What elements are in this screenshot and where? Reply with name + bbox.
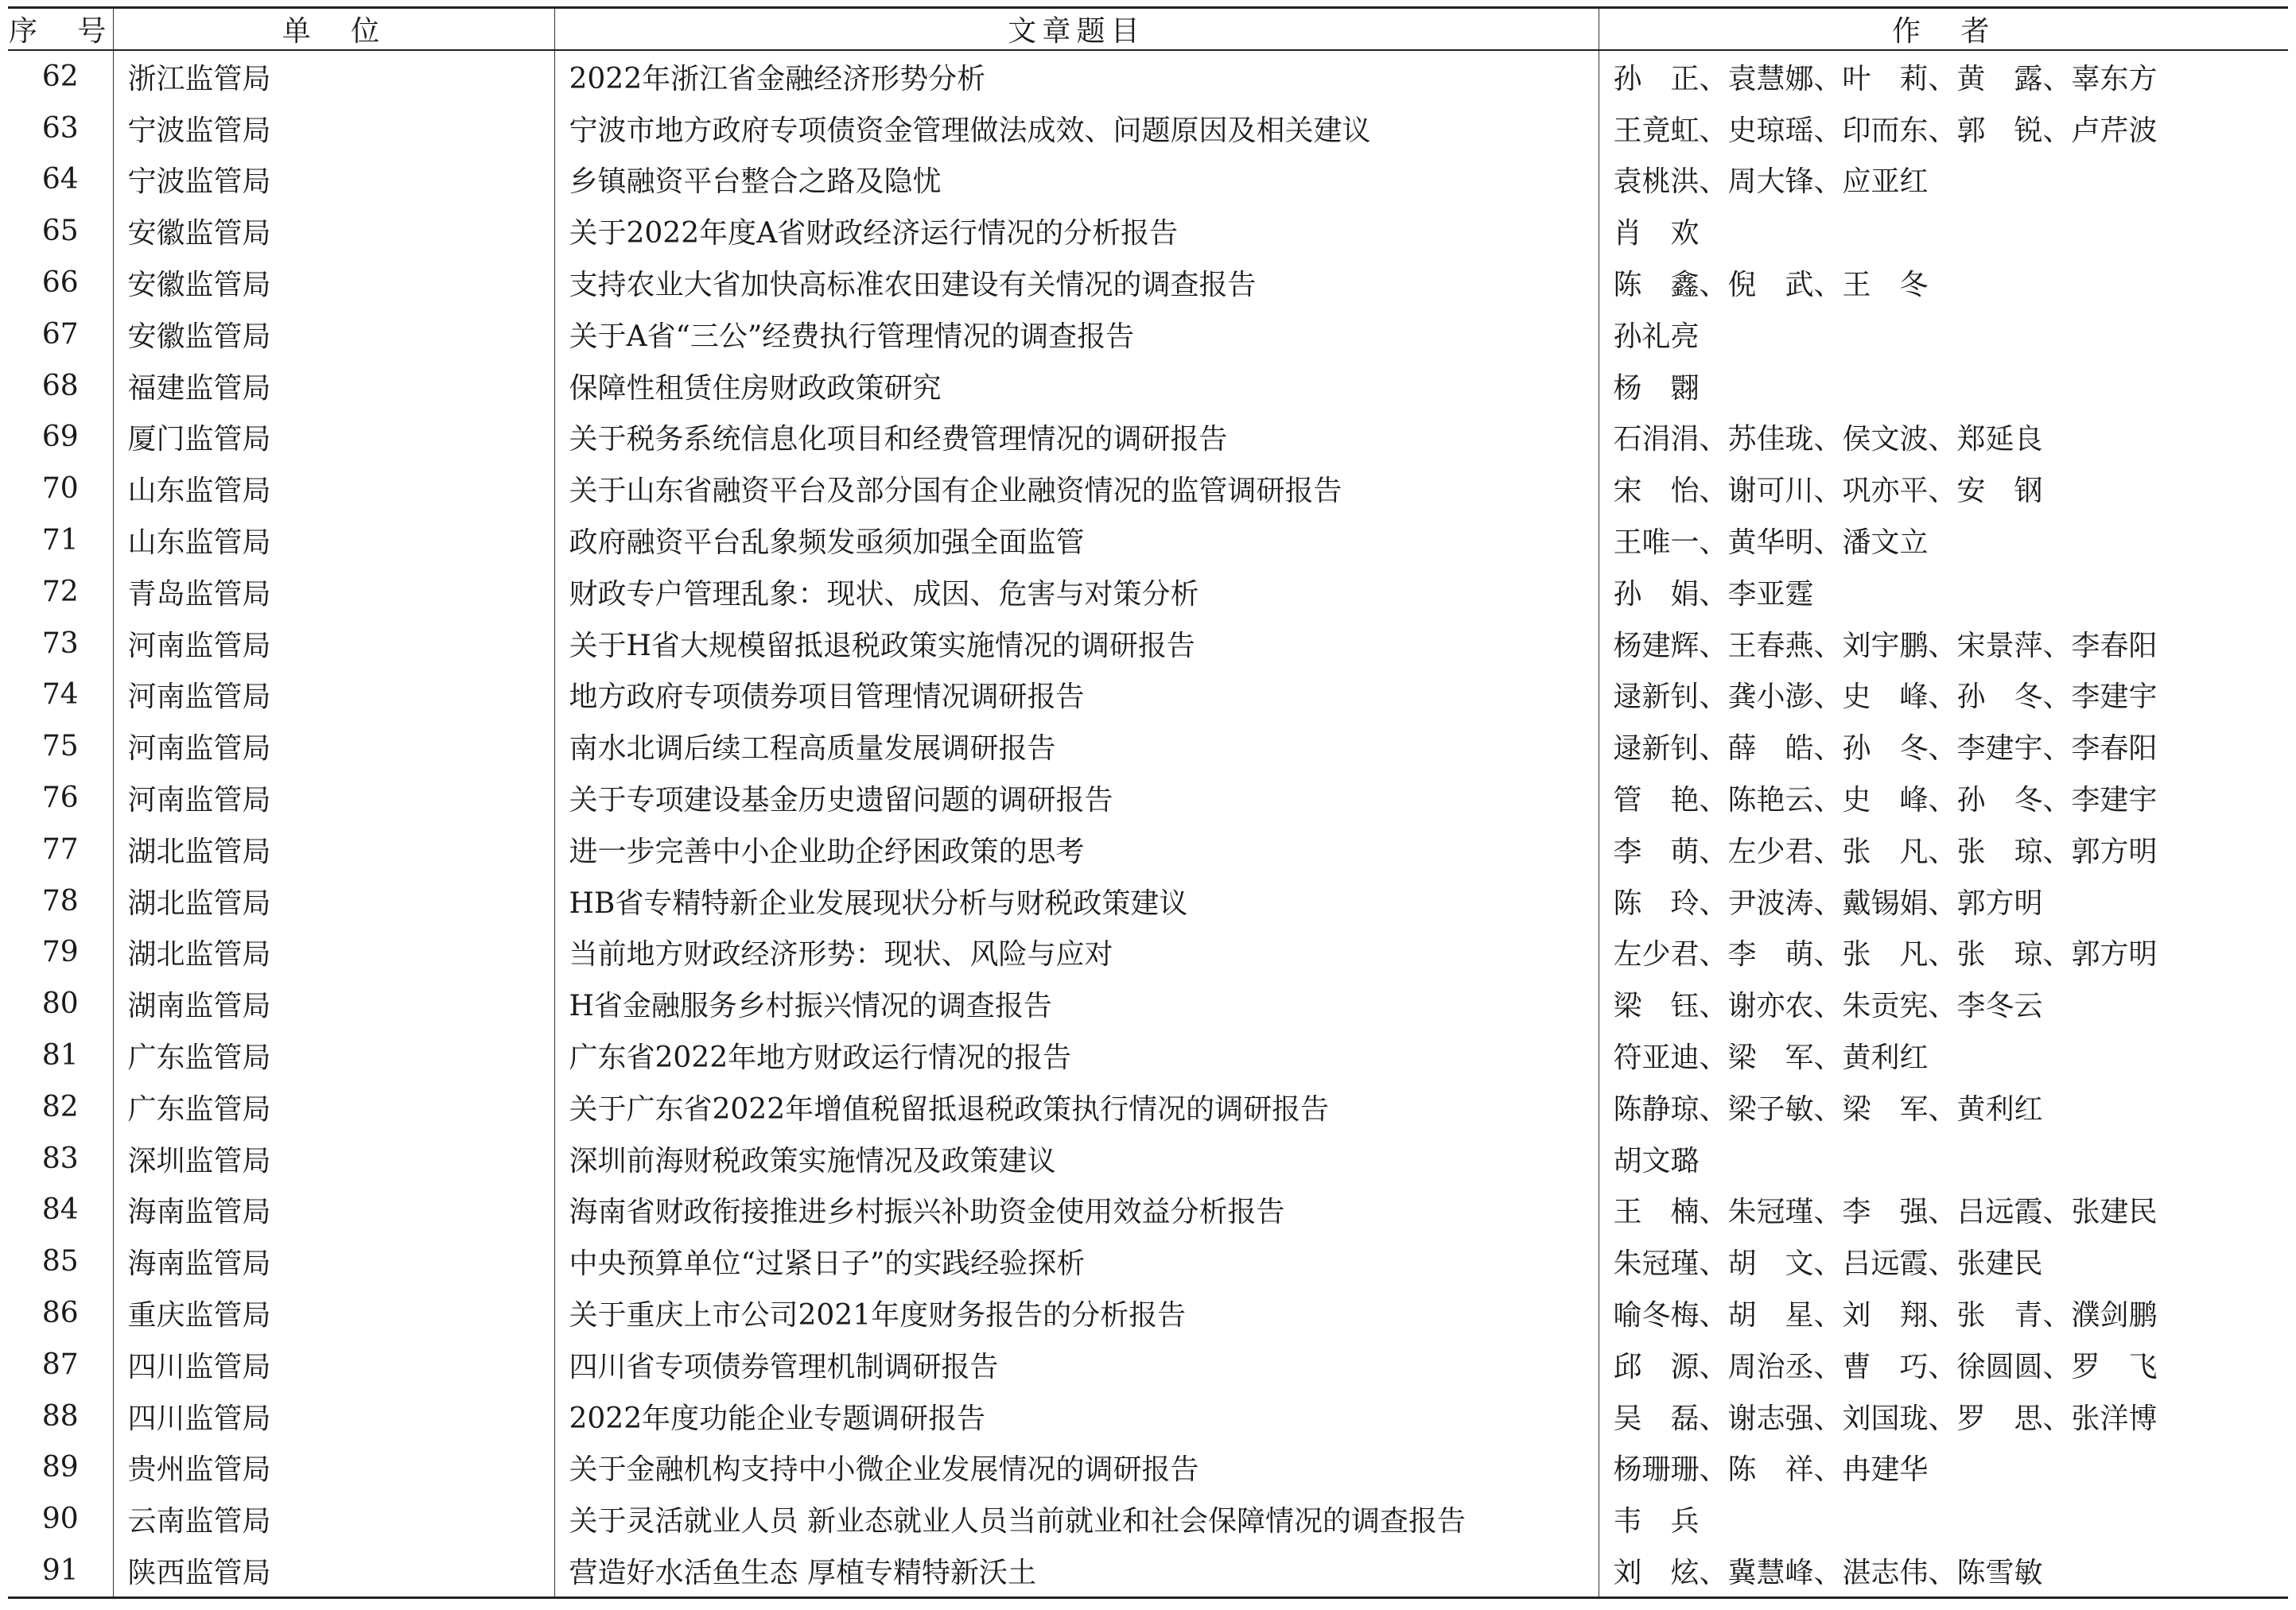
row-unit: 湖北监管局 <box>113 875 554 927</box>
row-unit: 安徽监管局 <box>113 257 554 308</box>
row-unit: 广东监管局 <box>113 1030 554 1081</box>
row-unit: 四川监管局 <box>113 1391 554 1442</box>
row-author: 王唯一、黄华明、潘文立 <box>1599 514 2288 566</box>
table-row <box>8 566 2288 618</box>
row-author: 陈 玲、尹波涛、戴锡娟、郭方明 <box>1599 875 2288 927</box>
row-number: 78 <box>41 884 79 918</box>
row-unit: 宁波监管局 <box>113 103 554 154</box>
row-author: 肖 欢 <box>1599 205 2288 257</box>
row-unit: 宁波监管局 <box>113 154 554 206</box>
row-number: 83 <box>41 1142 79 1175</box>
row-author: 朱冠瑾、胡 文、吕远霞、张建民 <box>1599 1236 2288 1287</box>
row-unit: 广东监管局 <box>113 1081 554 1133</box>
row-title: 关于金融机构支持中小微企业发展情况的调研报告 <box>554 1442 1599 1494</box>
row-title: 广东省2022年地方财政运行情况的报告 <box>554 1030 1599 1081</box>
row-unit: 安徽监管局 <box>113 205 554 257</box>
row-unit: 河南监管局 <box>113 720 554 772</box>
table-row <box>8 1545 2288 1597</box>
row-title: 南水北调后续工程高质量发展调研报告 <box>554 720 1599 772</box>
row-author: 逯新钊、薛 皓、孙 冬、李建宇、李春阳 <box>1599 720 2288 772</box>
row-number: 71 <box>41 524 79 557</box>
table-row <box>8 1287 2288 1339</box>
row-number: 67 <box>41 317 79 351</box>
table-row <box>8 618 2288 669</box>
row-number: 91 <box>8 1545 113 1597</box>
header-title: 文章题目 <box>554 8 1599 51</box>
row-title: 政府融资平台乱象频发亟须加强全面监管 <box>554 514 1599 566</box>
row-author: 胡文璐 <box>1599 1133 2288 1185</box>
row-title: 支持农业大省加快高标准农田建设有关情况的调查报告 <box>554 257 1599 308</box>
header-row <box>8 8 2288 51</box>
row-unit: 厦门监管局 <box>113 412 554 464</box>
row-number: 64 <box>41 163 79 196</box>
row-author: 李 萌、左少君、张 凡、张 琼、郭方明 <box>1599 824 2288 875</box>
row-unit: 深圳监管局 <box>113 1133 554 1185</box>
table-row <box>8 720 2288 772</box>
row-author: 王 楠、朱冠瑾、李 强、吕远霞、张建民 <box>1599 1185 2288 1236</box>
table-row <box>8 1185 2288 1236</box>
row-author: 韦 兵 <box>1599 1493 2288 1545</box>
row-title: HB省专精特新企业发展现状分析与财税政策建议 <box>554 875 1599 927</box>
table-row <box>8 360 2288 412</box>
row-title: 四川省专项债券管理机制调研报告 <box>554 1339 1599 1391</box>
row-unit: 云南监管局 <box>113 1493 554 1545</box>
row-title: 深圳前海财税政策实施情况及政策建议 <box>554 1133 1599 1185</box>
row-title: 进一步完善中小企业助企纾困政策的思考 <box>554 824 1599 875</box>
row-number: 86 <box>41 1297 79 1330</box>
row-unit: 海南监管局 <box>113 1236 554 1287</box>
table-row <box>8 875 2288 927</box>
row-number: 68 <box>41 369 79 402</box>
row-title: 2022年度功能企业专题调研报告 <box>554 1391 1599 1442</box>
table-row <box>8 308 2288 360</box>
table-row <box>8 257 2288 308</box>
row-author: 符亚迪、梁 军、黄利红 <box>1599 1030 2288 1081</box>
row-number: 81 <box>41 1039 79 1073</box>
table-row <box>8 824 2288 875</box>
row-unit: 河南监管局 <box>113 618 554 669</box>
row-number: 88 <box>41 1399 79 1433</box>
row-title: 关于广东省2022年增值税留抵退税政策执行情况的调研报告 <box>554 1081 1599 1133</box>
row-number: 76 <box>41 782 79 815</box>
row-number: 90 <box>41 1503 79 1536</box>
row-author: 杨 翾 <box>1599 360 2288 412</box>
row-title: 关于山东省融资平台及部分国有企业融资情况的监管调研报告 <box>554 463 1599 514</box>
row-number: 62 <box>41 60 79 93</box>
row-number: 77 <box>41 832 79 866</box>
row-author: 陈静琼、梁子敏、梁 军、黄利红 <box>1599 1081 2288 1133</box>
table-row <box>8 1030 2288 1081</box>
table-row <box>8 1339 2288 1391</box>
row-title: 海南省财政衔接推进乡村振兴补助资金使用效益分析报告 <box>554 1185 1599 1236</box>
row-title: 地方政府专项债券项目管理情况调研报告 <box>554 669 1599 721</box>
row-author: 孙 娟、李亚霆 <box>1599 566 2288 618</box>
row-unit: 山东监管局 <box>113 514 554 566</box>
header-author: 作 者 <box>1599 8 2288 51</box>
row-author: 杨珊珊、陈 祥、冉建华 <box>1599 1442 2288 1494</box>
row-number: 65 <box>41 215 79 248</box>
row-title: 关于A省“三公”经费执行管理情况的调查报告 <box>554 308 1599 360</box>
row-title: 当前地方财政经济形势：现状、风险与应对 <box>554 927 1599 979</box>
row-unit: 重庆监管局 <box>113 1287 554 1339</box>
table-row <box>8 103 2288 154</box>
row-author: 管 艳、陈艳云、史 峰、孙 冬、李建宇 <box>1599 772 2288 824</box>
row-author: 孙 正、袁慧娜、叶 莉、黄 露、辜东方 <box>1599 50 2288 103</box>
row-title: 关于2022年度A省财政经济运行情况的分析报告 <box>554 205 1599 257</box>
row-author: 吴 磊、谢志强、刘国珑、罗 思、张洋博 <box>1599 1391 2288 1442</box>
row-unit: 浙江监管局 <box>113 50 554 103</box>
row-author: 左少君、李 萌、张 凡、张 琼、郭方明 <box>1599 927 2288 979</box>
row-author: 杨建辉、王春燕、刘宇鹏、宋景萍、李春阳 <box>1599 618 2288 669</box>
row-author: 王竟虹、史琼瑶、印而东、郭 锐、卢芹波 <box>1599 103 2288 154</box>
row-title: 财政专户管理乱象：现状、成因、危害与对策分析 <box>554 566 1599 618</box>
row-number: 79 <box>41 936 79 969</box>
table-row <box>8 1236 2288 1287</box>
row-number: 69 <box>41 421 79 454</box>
table-row <box>8 412 2288 464</box>
row-number: 89 <box>41 1451 79 1484</box>
row-number: 80 <box>41 987 79 1021</box>
table-row <box>8 1391 2288 1442</box>
row-author: 梁 钰、谢亦农、朱贡宪、李冬云 <box>1599 978 2288 1030</box>
row-unit: 河南监管局 <box>113 772 554 824</box>
row-author: 逯新钊、龚小澎、史 峰、孙 冬、李建宇 <box>1599 669 2288 721</box>
row-number: 74 <box>41 678 79 712</box>
row-unit: 福建监管局 <box>113 360 554 412</box>
table-row <box>8 1442 2288 1494</box>
row-title: 关于税务系统信息化项目和经费管理情况的调研报告 <box>554 412 1599 464</box>
header-no: 序 号 <box>8 8 113 51</box>
table-row <box>8 50 2288 103</box>
row-number: 84 <box>41 1193 79 1227</box>
row-title: 营造好水活鱼生态 厚植专精特新沃土 <box>554 1545 1599 1597</box>
row-author: 喻冬梅、胡 星、刘 翔、张 青、濮剑鹏 <box>1599 1287 2288 1339</box>
table-row <box>8 463 2288 514</box>
row-unit: 山东监管局 <box>113 463 554 514</box>
row-author: 刘 炫、冀慧峰、湛志伟、陈雪敏 <box>1599 1545 2288 1597</box>
row-author: 孙礼亮 <box>1599 308 2288 360</box>
table-row <box>8 669 2288 721</box>
row-title: H省金融服务乡村振兴情况的调查报告 <box>554 978 1599 1030</box>
row-author: 宋 怡、谢可川、巩亦平、安 钢 <box>1599 463 2288 514</box>
row-title: 保障性租赁住房财政政策研究 <box>554 360 1599 412</box>
table-row <box>8 1493 2288 1545</box>
table-row <box>8 927 2288 979</box>
row-unit: 四川监管局 <box>113 1339 554 1391</box>
table-row <box>8 772 2288 824</box>
row-author: 石涓涓、苏佳珑、侯文波、郑延良 <box>1599 412 2288 464</box>
row-author: 邱 源、周治丞、曹 巧、徐圆圆、罗 飞 <box>1599 1339 2288 1391</box>
row-title: 关于重庆上市公司2021年度财务报告的分析报告 <box>554 1287 1599 1339</box>
table-row <box>8 514 2288 566</box>
row-number: 75 <box>41 730 79 763</box>
row-number: 63 <box>41 111 79 145</box>
row-title: 关于H省大规模留抵退税政策实施情况的调研报告 <box>554 618 1599 669</box>
row-unit: 贵州监管局 <box>113 1442 554 1494</box>
row-title: 关于专项建设基金历史遗留问题的调研报告 <box>554 772 1599 824</box>
row-unit: 海南监管局 <box>113 1185 554 1236</box>
row-unit: 安徽监管局 <box>113 308 554 360</box>
row-number: 87 <box>41 1348 79 1381</box>
row-author: 袁桃洪、周大锋、应亚红 <box>1599 154 2288 206</box>
row-unit: 青岛监管局 <box>113 566 554 618</box>
table-body <box>8 50 2288 1597</box>
header-unit: 单 位 <box>113 8 554 51</box>
row-number: 72 <box>41 575 79 608</box>
table-row <box>8 205 2288 257</box>
row-title: 关于灵活就业人员 新业态就业人员当前就业和社会保障情况的调查报告 <box>554 1493 1599 1545</box>
row-unit: 河南监管局 <box>113 669 554 721</box>
table-row <box>8 978 2288 1030</box>
row-title: 中央预算单位“过紧日子”的实践经验探析 <box>554 1236 1599 1287</box>
row-unit: 湖南监管局 <box>113 978 554 1030</box>
row-unit: 湖北监管局 <box>113 824 554 875</box>
row-number: 85 <box>41 1245 79 1278</box>
table-row <box>8 1133 2288 1185</box>
table-row <box>8 154 2288 206</box>
row-author: 陈 鑫、倪 武、王 冬 <box>1599 257 2288 308</box>
row-unit: 湖北监管局 <box>113 927 554 979</box>
row-number: 73 <box>41 627 79 660</box>
row-number: 70 <box>41 472 79 506</box>
article-table <box>8 6 2288 1599</box>
row-number: 66 <box>41 266 79 300</box>
row-unit: 陕西监管局 <box>113 1545 554 1597</box>
row-title: 乡镇融资平台整合之路及隐忧 <box>554 154 1599 206</box>
row-title: 2022年浙江省金融经济形势分析 <box>554 50 1599 103</box>
table-row <box>8 1081 2288 1133</box>
row-title: 宁波市地方政府专项债资金管理做法成效、问题原因及相关建议 <box>554 103 1599 154</box>
row-number: 82 <box>41 1090 79 1123</box>
